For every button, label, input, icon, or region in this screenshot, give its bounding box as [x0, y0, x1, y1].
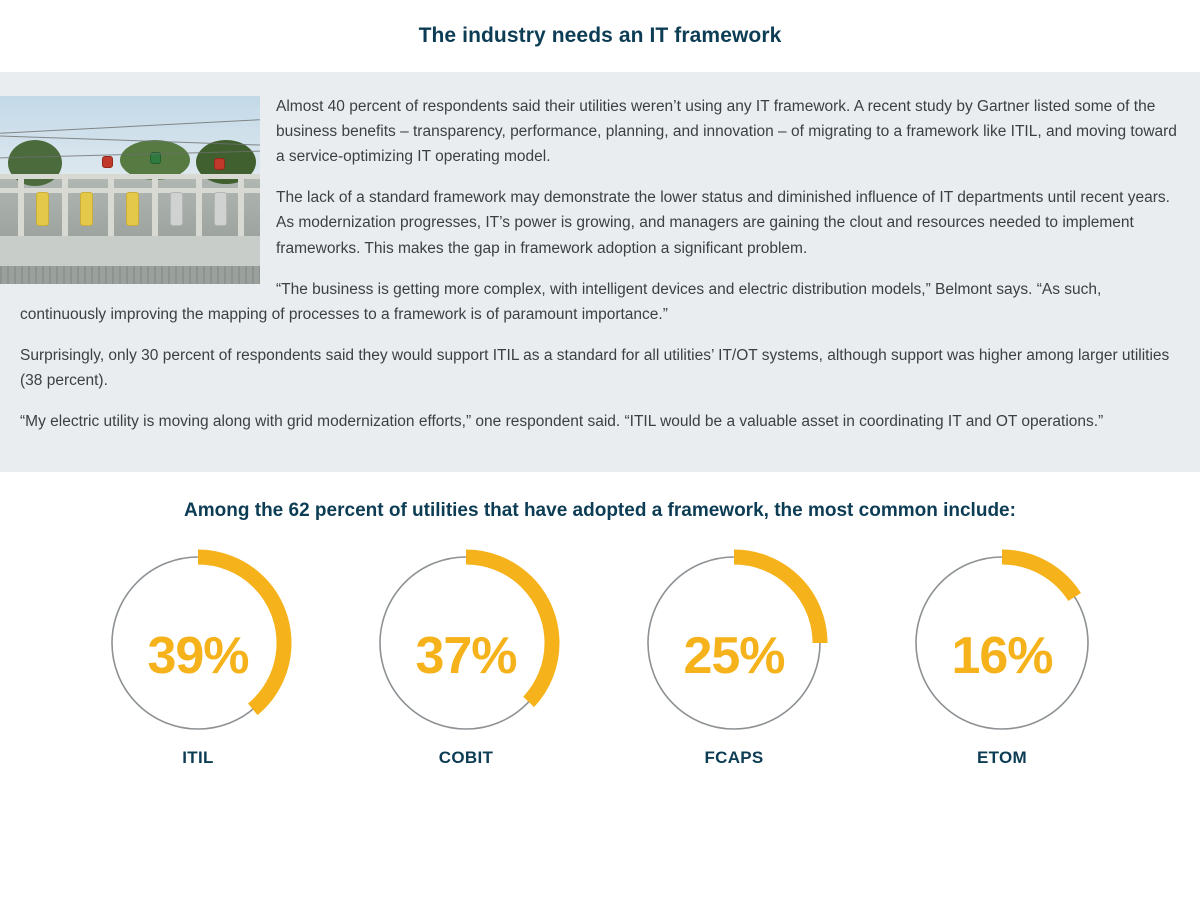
donut-value-fcaps: 25% [683, 627, 785, 686]
article-paragraph-2: The lack of a standard framework may demonstrate the lower status and diminished influence of IT departments until recent years. As modernization progresses, IT’s power is growing, and managers are gaining the clout and resources needed to implement frameworks. This makes the gap in framework adoption a significant problem. [276, 189, 1170, 257]
donut-fcaps [628, 548, 840, 768]
donut-value-itil: 39% [147, 627, 249, 686]
donut-label-itil: ITIL [182, 748, 214, 768]
donut-chart-etom [896, 548, 1108, 738]
article-paragraph-4: Surprisingly, only 30 percent of respondents said they would support ITIL as a standard for all utilities’ IT/OT systems, although support was higher among larger utilities (38 percent). [20, 346, 1170, 389]
article-panel [0, 72, 1200, 472]
donut-value-cobit: 37% [415, 627, 517, 686]
chart-title: Among the 62 percent of utilities that have adopted a framework, the most common include: [184, 500, 1016, 522]
donut-row [0, 548, 1200, 768]
donut-label-cobit: COBIT [438, 748, 494, 768]
donut-chart-cobit [360, 548, 572, 738]
donut-itil [92, 548, 304, 768]
donut-etom [896, 548, 1108, 768]
donut-label-fcaps: FCAPS [704, 748, 764, 768]
donut-chart-itil [92, 548, 304, 738]
donut-label-etom: ETOM [976, 748, 1027, 768]
framework-adoption-chart [0, 472, 1200, 768]
page-title: The industry needs an IT framework [418, 24, 782, 47]
electrical-substation-photo [0, 96, 260, 284]
donut-chart-fcaps [628, 548, 840, 738]
donut-cobit [360, 548, 572, 768]
article-paragraph-3: “The business is getting more complex, with intelligent devices and electric distribution models,” Belmont says. “As such, continuously improving the mapping of processes to a framework is of paramount importance.” [20, 280, 1102, 323]
article-paragraph-5: “My electric utility is moving along with grid modernization efforts,” one respondent said. “ITIL would be a valuable asset in coordinating IT and OT operations.” [20, 413, 1104, 431]
donut-value-etom: 16% [951, 627, 1053, 686]
title-bar [0, 0, 1200, 72]
article-paragraph-1: Almost 40 percent of respondents said their utilities weren’t using any IT framework. A recent study by Gartner listed some of the business benefits – transparency, performance, planning, and innovation – of migrating to a framework like ITIL, and moving toward a service-optimizing IT operating model. [276, 98, 1177, 166]
